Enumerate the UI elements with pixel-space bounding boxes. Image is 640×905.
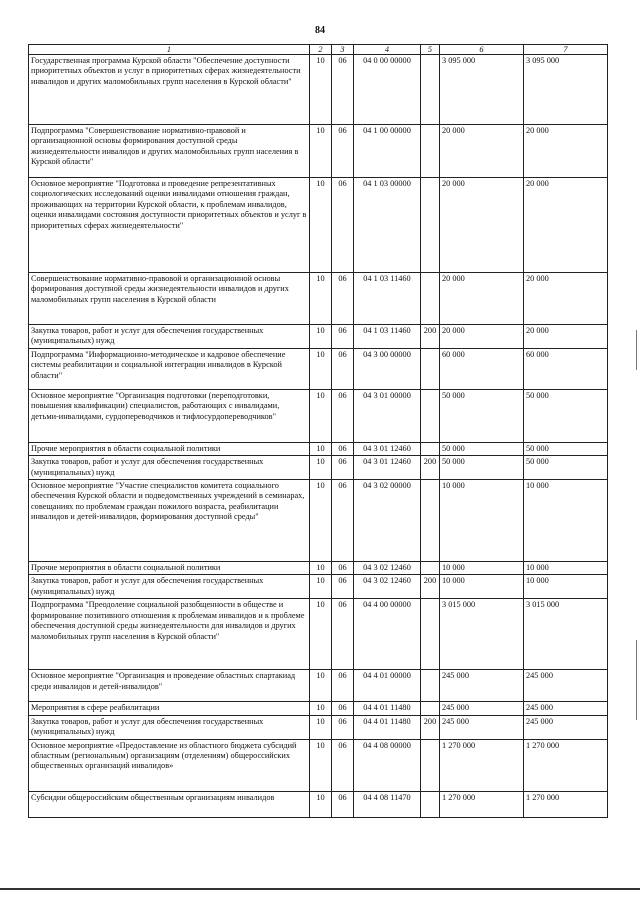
cell-ministry: 10 — [310, 562, 332, 575]
cell-name: Основное мероприятие "Организация и проведение областных спартакиад среди инвалидов и детей-инвалидов" — [29, 670, 310, 702]
cell-ministry: 10 — [310, 702, 332, 715]
cell-target: 04 0 00 00000 — [354, 55, 421, 125]
cell-target: 04 3 00 00000 — [354, 348, 421, 389]
cell-ministry: 10 — [310, 456, 332, 480]
cell-amount2: 245 000 — [524, 702, 608, 715]
table-row — [29, 442, 608, 455]
cell-amount2: 1 270 000 — [524, 791, 608, 817]
header-cell-expense: 5 — [421, 45, 440, 55]
cell-name: Закупка товаров, работ и услуг для обеспечения государственных (муниципальных) нужд — [29, 325, 310, 349]
cell-target: 04 1 03 11460 — [354, 325, 421, 349]
cell-target: 04 3 02 00000 — [354, 480, 421, 562]
cell-target: 04 4 01 11480 — [354, 715, 421, 739]
cell-expense — [421, 702, 440, 715]
cell-amount2: 20 000 — [524, 325, 608, 349]
cell-amount1: 20 000 — [440, 325, 524, 349]
cell-amount2: 3 095 000 — [524, 55, 608, 125]
cell-expense: 200 — [421, 715, 440, 739]
cell-section: 06 — [332, 739, 354, 791]
cell-expense — [421, 178, 440, 273]
table-row — [29, 562, 608, 575]
cell-section: 06 — [332, 442, 354, 455]
cell-amount2: 3 015 000 — [524, 599, 608, 670]
table-row — [29, 456, 608, 480]
cell-name: Подпрограмма "Информационно-методическое и кадровое обеспечение системы реабилитации и социальной интеграции инвалидов в Курской области" — [29, 348, 310, 389]
cell-ministry: 10 — [310, 480, 332, 562]
cell-name: Подпрограмма "Совершенствование нормативно-правовой и организационной основы формирования доступной среды жизнедеятельности инвалидов и других маломобильных групп населения в Курской области" — [29, 125, 310, 178]
cell-section: 06 — [332, 480, 354, 562]
cell-section: 06 — [332, 348, 354, 389]
cell-amount1: 3 095 000 — [440, 55, 524, 125]
cell-amount1: 50 000 — [440, 389, 524, 442]
cell-expense — [421, 670, 440, 702]
cell-section: 06 — [332, 562, 354, 575]
table-row — [29, 599, 608, 670]
cell-target: 04 3 01 12460 — [354, 456, 421, 480]
cell-target: 04 4 01 00000 — [354, 670, 421, 702]
cell-section: 06 — [332, 55, 354, 125]
cell-section: 06 — [332, 670, 354, 702]
cell-target: 04 4 00 00000 — [354, 599, 421, 670]
cell-amount2: 245 000 — [524, 715, 608, 739]
table-row — [29, 125, 608, 178]
cell-amount1: 50 000 — [440, 456, 524, 480]
cell-name: Основное мероприятие «Предоставление из областного бюджета субсидий областным (региональным) организациям (отделениям) общероссийских общественных организаций инвалидов» — [29, 739, 310, 791]
table-row — [29, 739, 608, 791]
cell-expense — [421, 125, 440, 178]
cell-name: Субсидии общероссийским общественным организациям инвалидов — [29, 791, 310, 817]
cell-expense — [421, 480, 440, 562]
cell-target: 04 3 01 00000 — [354, 389, 421, 442]
cell-amount1: 20 000 — [440, 273, 524, 325]
cell-section: 06 — [332, 575, 354, 599]
scan-mark — [636, 640, 637, 720]
cell-name: Прочие мероприятия в области социальной политики — [29, 562, 310, 575]
cell-amount2: 20 000 — [524, 273, 608, 325]
cell-ministry: 10 — [310, 178, 332, 273]
header-cell-ministry: 2 — [310, 45, 332, 55]
cell-amount2: 245 000 — [524, 670, 608, 702]
cell-section: 06 — [332, 325, 354, 349]
table-row — [29, 670, 608, 702]
cell-target: 04 1 00 00000 — [354, 125, 421, 178]
cell-ministry: 10 — [310, 599, 332, 670]
cell-name: Подпрограмма "Преодоление социальной разобщенности в обществе и формирование позитивного отношения к проблемам инвалидов и к проблеме обеспечения доступной среды жизнедеятельности для инвалидов и других маломобильных групп населения в Курской области" — [29, 599, 310, 670]
cell-amount2: 10 000 — [524, 575, 608, 599]
cell-ministry: 10 — [310, 125, 332, 178]
cell-amount1: 20 000 — [440, 178, 524, 273]
cell-amount1: 10 000 — [440, 562, 524, 575]
header-cell-name: 1 — [29, 45, 310, 55]
cell-name: Государственная программа Курской области "Обеспечение доступности приоритетных объектов и услуг в приоритетных сферах жизнедеятельности инвалидов и других маломобильных групп населения в Курской области" — [29, 55, 310, 125]
cell-ministry: 10 — [310, 273, 332, 325]
cell-name: Совершенствование нормативно-правовой и организационной основы формирования доступной среды жизнедеятельности инвалидов и других маломобильных групп населения в Курской области — [29, 273, 310, 325]
cell-ministry: 10 — [310, 739, 332, 791]
table-row — [29, 55, 608, 125]
cell-amount1: 3 015 000 — [440, 599, 524, 670]
table-row — [29, 178, 608, 273]
cell-name: Основное мероприятие "Организация подготовки (переподготовки, повышения квалификации) специалистов, работающих с инвалидами, детьми-инвалидами, сурдопереводчиков и тифлосурдопереводчиков" — [29, 389, 310, 442]
cell-name: Основное мероприятие "Подготовка и проведение репрезентативных социологических исследований оценки инвалидами отношения граждан, проживающих на территории Курской области, к проблемам инвалидов, оценки инвалидами состояния доступности приоритетных объектов и услуг в приоритетных сферах жизнедеятельности" — [29, 178, 310, 273]
cell-amount1: 245 000 — [440, 702, 524, 715]
cell-amount1: 245 000 — [440, 715, 524, 739]
cell-name: Закупка товаров, работ и услуг для обеспечения государственных (муниципальных) нужд — [29, 575, 310, 599]
cell-name: Мероприятия в сфере реабилитации — [29, 702, 310, 715]
cell-expense — [421, 348, 440, 389]
cell-section: 06 — [332, 791, 354, 817]
header-row — [29, 45, 608, 55]
cell-ministry: 10 — [310, 55, 332, 125]
cell-target: 04 1 03 00000 — [354, 178, 421, 273]
table-row — [29, 480, 608, 562]
cell-expense — [421, 442, 440, 455]
cell-name: Закупка товаров, работ и услуг для обеспечения государственных (муниципальных) нужд — [29, 456, 310, 480]
cell-expense — [421, 739, 440, 791]
cell-target: 04 3 01 12460 — [354, 442, 421, 455]
cell-amount2: 50 000 — [524, 442, 608, 455]
cell-amount1: 1 270 000 — [440, 791, 524, 817]
cell-amount2: 60 000 — [524, 348, 608, 389]
table-row — [29, 715, 608, 739]
header-cell-section: 3 — [332, 45, 354, 55]
cell-section: 06 — [332, 599, 354, 670]
cell-section: 06 — [332, 273, 354, 325]
cell-expense — [421, 599, 440, 670]
page-number: 84 — [315, 25, 325, 36]
cell-section: 06 — [332, 456, 354, 480]
cell-amount1: 20 000 — [440, 125, 524, 178]
table-row — [29, 575, 608, 599]
cell-amount2: 1 270 000 — [524, 739, 608, 791]
table-row — [29, 791, 608, 817]
cell-ministry: 10 — [310, 442, 332, 455]
table-row — [29, 348, 608, 389]
cell-target: 04 4 01 11480 — [354, 702, 421, 715]
cell-expense: 200 — [421, 456, 440, 480]
cell-name: Основное мероприятие "Участие специалистов комитета социального обеспечения Курской области и подведомственных учреждений в семинарах, совещаниях по проблемам граждан пожилого возраста, реабилитации инвалидов и детей-инвалидов, формирования доступной среды" — [29, 480, 310, 562]
cell-section: 06 — [332, 389, 354, 442]
cell-ministry: 10 — [310, 670, 332, 702]
budget-table — [28, 44, 608, 818]
cell-section: 06 — [332, 178, 354, 273]
cell-amount1: 10 000 — [440, 575, 524, 599]
cell-ministry: 10 — [310, 791, 332, 817]
cell-expense: 200 — [421, 575, 440, 599]
cell-section: 06 — [332, 125, 354, 178]
cell-amount2: 10 000 — [524, 562, 608, 575]
cell-amount1: 1 270 000 — [440, 739, 524, 791]
cell-target: 04 1 03 11460 — [354, 273, 421, 325]
table-row — [29, 389, 608, 442]
bottom-rule — [0, 888, 640, 890]
cell-amount2: 50 000 — [524, 389, 608, 442]
cell-name: Прочие мероприятия в области социальной политики — [29, 442, 310, 455]
cell-ministry: 10 — [310, 325, 332, 349]
cell-amount1: 50 000 — [440, 442, 524, 455]
cell-target: 04 3 02 12460 — [354, 562, 421, 575]
cell-amount2: 20 000 — [524, 178, 608, 273]
cell-expense: 200 — [421, 325, 440, 349]
header-cell-amount2: 7 — [524, 45, 608, 55]
table-row — [29, 702, 608, 715]
cell-expense — [421, 273, 440, 325]
cell-expense — [421, 562, 440, 575]
cell-amount2: 20 000 — [524, 125, 608, 178]
cell-amount1: 60 000 — [440, 348, 524, 389]
table-row — [29, 273, 608, 325]
cell-amount2: 10 000 — [524, 480, 608, 562]
cell-target: 04 3 02 12460 — [354, 575, 421, 599]
scan-mark — [636, 330, 637, 370]
cell-section: 06 — [332, 715, 354, 739]
header-cell-amount1: 6 — [440, 45, 524, 55]
cell-amount1: 10 000 — [440, 480, 524, 562]
cell-target: 04 4 08 00000 — [354, 739, 421, 791]
header-cell-target: 4 — [354, 45, 421, 55]
cell-expense — [421, 791, 440, 817]
cell-ministry: 10 — [310, 348, 332, 389]
cell-ministry: 10 — [310, 715, 332, 739]
cell-amount2: 50 000 — [524, 456, 608, 480]
cell-expense — [421, 389, 440, 442]
table-row — [29, 325, 608, 349]
cell-amount1: 245 000 — [440, 670, 524, 702]
cell-name: Закупка товаров, работ и услуг для обеспечения государственных (муниципальных) нужд — [29, 715, 310, 739]
cell-target: 04 4 08 11470 — [354, 791, 421, 817]
cell-section: 06 — [332, 702, 354, 715]
cell-expense — [421, 55, 440, 125]
cell-ministry: 10 — [310, 389, 332, 442]
cell-ministry: 10 — [310, 575, 332, 599]
